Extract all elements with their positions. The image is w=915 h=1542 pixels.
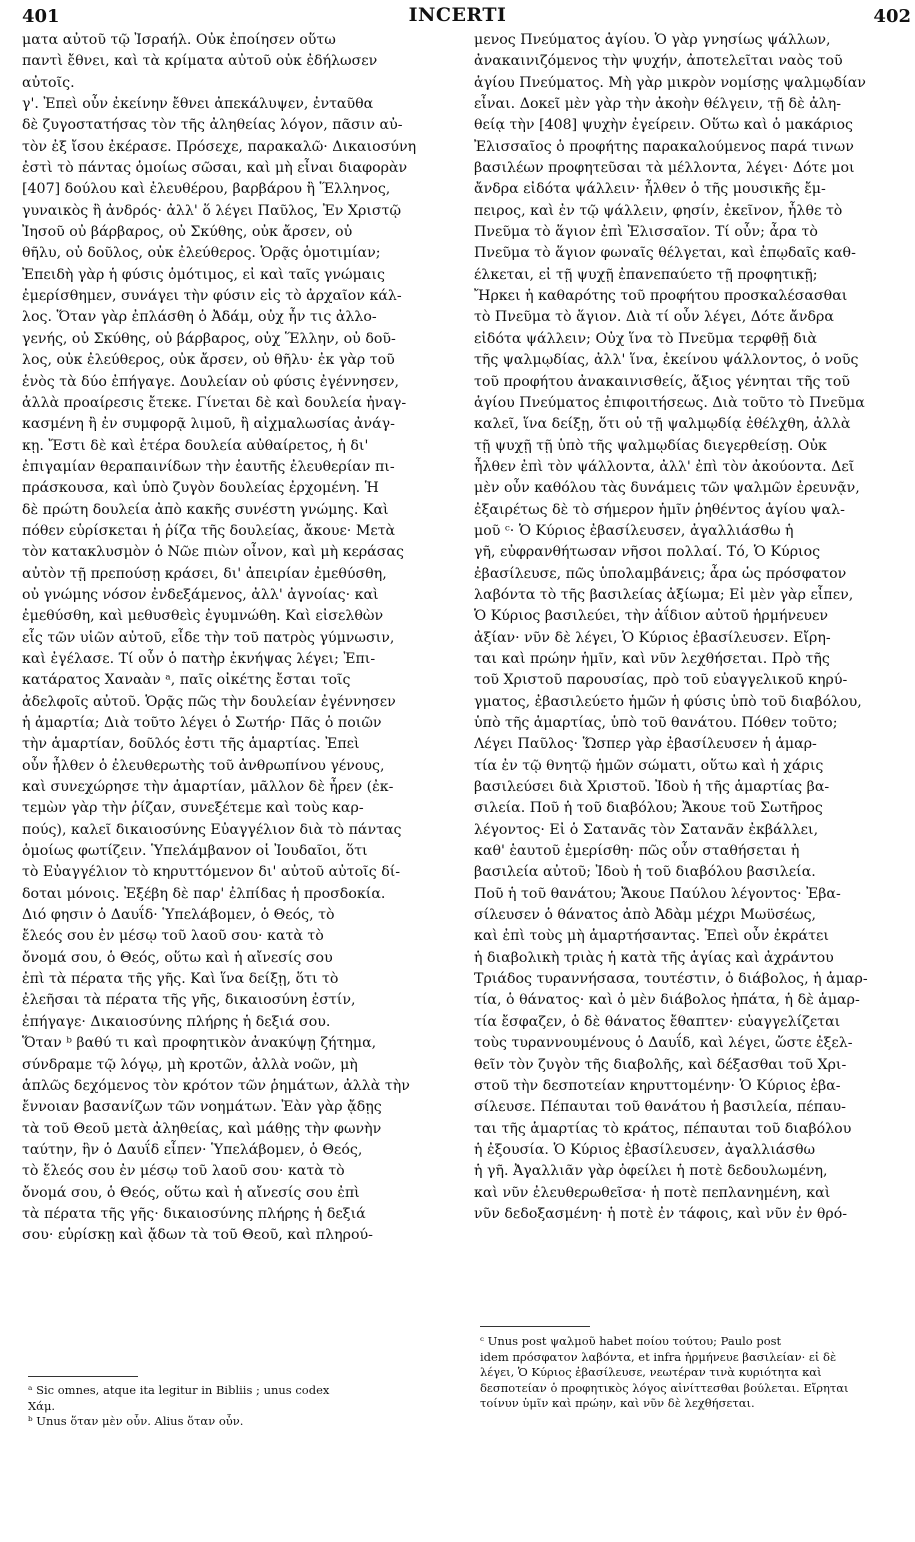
text-line: αὐτὸν τῇ πρεπούσῃ κράσει, δι' ἀπειρίαν ἐμεθύσθη, <box>22 565 387 582</box>
text-line: τὸν κατακλυσμὸν ὁ Νῶε πιὼν οἶνον, καὶ μὴ κεράσας <box>22 544 404 561</box>
text-line: μὲν οὖν καθόλου τὰς δυνάμεις τῶν ψαλμῶν ἐρευνᾷν, <box>474 480 860 497</box>
text-line: γυναικὸς ἢ ἀνδρός· ἀλλ' ὅ λέγει Παῦλος, Ἐν Χριστῷ <box>22 202 402 219</box>
text-line: εἰδότα ψάλλειν; Οὐχ ἵνα τὸ Πνεῦμα τερφθῇ διὰ <box>474 330 817 347</box>
text-line: καθ' ἑαυτοῦ ἐμερίσθη· πῶς οὖν σταθήσεται ἡ <box>474 843 800 860</box>
text-line: ἡ γῆ. Ἀγαλλιᾶν γὰρ ὀφείλει ἡ ποτὲ δεδουλωμένη, <box>474 1163 828 1180</box>
text-line: σιλεία. Ποῦ ἡ τοῦ διαβόλου; Ἄκουε τοῦ Σωτῆρος <box>474 800 823 817</box>
text-line: Διό φησιν ὁ Δαυΐδ· Ὑπελάβομεν, ὁ Θεός, τὸ <box>22 907 335 924</box>
text-line: λέγοντος· Εἰ ὁ Σατανᾶς τὸν Σατανᾶν ἐκβάλλει, <box>474 821 819 838</box>
text-line: Πνεῦμα τὸ ἅγιον φωναῖς θέλγεται, καὶ ἐπῳδαῖς καθ- <box>474 245 856 262</box>
text-line: κασμένη ἢ ἐν συμφορᾷ λιμοῦ, ἢ αἰχμαλωσίας ἀνάγ- <box>22 416 395 433</box>
text-line: καὶ συνεχώρησε τὴν ἁμαρτίαν, μᾶλλον δὲ ἦρεν (ἐκ- <box>22 779 394 796</box>
text-line: τὰ πέρατα τῆς γῆς· δικαιοσύνης πλήρης ἡ δεξιά <box>22 1205 366 1222</box>
footnote-line: idem πρόσφατον λαβόντα, et infra ἡρμήνευε βασιλείαν· εἰ δὲ <box>480 1349 837 1364</box>
text-line: βασιλέων προφητεῦσαι τὰ μέλλοντα, λέγει· Δότε μοι <box>474 160 855 177</box>
text-line: ἀλλὰ προαίρεσις ἔτεκε. Γίνεται δὲ καὶ δουλεία ἠναγ- <box>22 394 407 411</box>
right-text-column <box>474 30 911 1225</box>
text-line: καὶ ἐγέλασε. Τί οὖν ὁ πατὴρ ἐκνήψας λέγει; Ἐπι- <box>22 650 376 667</box>
footnote-line: λέγει, Ὁ Κύριος ἐβασίλευσε, νεωτέραν τινὰ κυριότητα καὶ <box>480 1365 822 1379</box>
text-line: Τριάδος τυραννήσασα, τουτέστιν, ὁ διάβολος, ἡ ἁμαρ- <box>474 971 868 988</box>
text-line: Ἤρκει ἡ καθαρότης τοῦ προφήτου προσκαλέσασθαι <box>474 288 848 305</box>
text-line: ὄνομά σου, ὁ Θεός, οὕτω καὶ ἡ αἴνεσίς σου ἐπὶ <box>22 1184 360 1201</box>
text-line: δὲ ζυγοστατήσας τὸν τῆς ἀληθείας λόγον, πᾶσιν αὐ- <box>22 117 403 134</box>
text-line: Ὅταν ᵇ βαθύ τι καὶ προφητικὸν ἀνακύψῃ ζήτημα, <box>22 1035 377 1052</box>
text-line: ἄνδρα εἰδότα ψάλλειν· ἦλθεν ὁ τῆς μουσικῆς ἔμ- <box>474 181 826 198</box>
text-line: καλεῖ, ἵνα δείξῃ, ὅτι οὐ τῇ ψαλμῳδίᾳ ἐθέλχθη, ἀλλὰ <box>474 416 851 433</box>
text-line: τὰ τοῦ Θεοῦ μετὰ ἀληθείας, καὶ μάθῃς τὴν φωνὴν <box>22 1120 382 1137</box>
text-line: οὐ γνώμης νόσον ἐνδεξάμενος, ἀλλ' ἀγνοίας· καὶ <box>22 586 379 603</box>
text-line: ἐξαιρέτως δὲ τὸ σήμερον ἡμῖν ῥηθέντος ἁγίου ψαλ- <box>474 501 845 518</box>
left-text-column <box>22 30 442 1247</box>
text-line: τῆς ψαλμῳδίας, ἀλλ' ἵνα, ἐκείνου ψάλλοντος, ὁ νοῦς <box>474 352 859 369</box>
text-line: ὁμοίως φωτίζειν. Ὑπελάμβανον οἱ Ἰουδαῖοι, ὅτι <box>22 843 368 860</box>
text-line: γῆ, εὐφρανθήτωσαν νῆσοι πολλαί. Τό, Ὁ Κύριος <box>474 544 821 561</box>
text-line: γ'. Ἐπεὶ οὖν ἐκείνην ἔθνει ἀπεκάλυψεν, ἐνταῦθα <box>22 96 374 113</box>
text-line: λαβόντα τὸ τῆς βασιλείας ἀξίωμα; Εἰ μὲν γὰρ εἶπεν, <box>474 586 854 603</box>
text-line: ἑνὸς τὰ δύο ἐπήγαγε. Δουλείαν οὐ φύσις ἐγέννησεν, <box>22 373 400 390</box>
footnote-line: ᵃ Sic omnes, atque ita legitur in Bibliis ; unus codex <box>28 1383 330 1397</box>
footnote-line: ᵇ Unus ὅταν μὲν οὖν. Alius ὅταν οὖν. <box>28 1414 244 1428</box>
text-line: τοῦ προφήτου ἀνακαινισθείς, ἄξιος γένηται τῆς τοῦ <box>474 373 851 390</box>
running-title: INCERTI <box>408 4 507 26</box>
text-line: ἁγίου Πνεύματος ἐπιφοιτήσεως. Διὰ τοῦτο τὸ Πνεῦμα <box>474 394 865 411</box>
page-header <box>0 2 915 28</box>
footnote-line: δεσποτείαν ὁ προφητικὸς λόγος αἰνίττεσθαι βούλεται. Εἴρηται <box>480 1380 849 1395</box>
text-line: αὐτοῖς. <box>22 74 75 91</box>
text-line: οὖν ἦλθεν ὁ ἐλευθερωτὴς τοῦ ἀνθρωπίνου γένους, <box>22 757 385 774</box>
text-line: τία ἐν τῷ θνητῷ ἡμῶν σώματι, οὕτω καὶ ἡ χάρις <box>474 757 824 774</box>
text-line: σου· εὑρίσκῃ καὶ ᾄδων τὰ τοῦ Θεοῦ, καὶ πληρού- <box>22 1227 373 1244</box>
text-line: ἦλθεν ἐπὶ τὸν ψάλλοντα, ἀλλ' ἐπὶ τὸν ἀκούοντα. Δεῖ <box>474 458 855 475</box>
text-line: ἡ διαβολικὴ τριὰς ἡ κατὰ τῆς ἁγίας καὶ ἀχράντου <box>474 949 834 966</box>
footnote-rule-left <box>28 1376 138 1377</box>
text-line: ταύτην, ἣν ὁ Δαυΐδ εἶπεν· Ὑπελάβομεν, ὁ Θεός, <box>22 1141 363 1158</box>
text-line: μοῦ ᶜ· Ὁ Κύριος ἐβασίλευσεν, ἀγαλλιάσθω ἡ <box>474 522 794 539</box>
text-line: ἐμεθύσθη, καὶ μεθυσθεὶς ἐγυμνώθη. Καὶ εἰσελθὼν <box>22 608 384 625</box>
text-line: θῆλυ, οὐ δοῦλος, οὐκ ἐλεύθερος. Ὁρᾷς ὁμοτιμίαν; <box>22 245 381 262</box>
text-line: τὸν ἐξ ἴσου ἐκέρασε. Πρόσεχε, παρακαλῶ· Δικαιοσύνη <box>22 138 417 155</box>
text-line: Λέγει Παῦλος· Ὥσπερ γὰρ ἐβασίλευσεν ἡ ἁμαρ- <box>474 736 817 753</box>
text-line: Ἰησοῦ οὐ βάρβαρος, οὐ Σκύθης, οὐκ ἄρσεν, οὐ <box>22 224 353 241</box>
footnote-line: ᶜ Unus post ψαλμοῦ habet ποίου τούτου; Paulo post <box>480 1334 782 1348</box>
text-line: Ὁ Κύριος βασιλεύει, τὴν ἀΐδιον αὐτοῦ ἡρμήνευεν <box>474 608 829 625</box>
text-line: μενος Πνεύματος ἁγίου. Ὁ γὰρ γνησίως ψάλλων, <box>474 32 831 48</box>
text-line: στοῦ τὴν δεσποτείαν κηρυττομένην· Ὁ Κύριος ἐβα- <box>474 1077 841 1094</box>
text-line: σίλευσεν ὁ θάνατος ἀπὸ Ἀδὰμ μέχρι Μωϋσέως, <box>474 907 817 924</box>
text-line: ἐπὶ τὰ πέρατα τῆς γῆς. Καὶ ἵνα δείξῃ, ὅτι τὸ <box>22 971 339 988</box>
text-line: έλκεται, εἰ τῇ ψυχῇ ἐπανεπαύετο τῇ προφητικῇ; <box>474 266 818 283</box>
text-line: παντὶ ἔθνει, καὶ τὰ κρίματα αὐτοῦ οὐκ ἐδήλωσεν <box>22 53 378 70</box>
text-line: τὸ Πνεῦμα τὸ ἅγιον. Διὰ τί οὖν λέγει, Δότε ἄνδρα <box>474 309 834 326</box>
page-number-left: 401 <box>22 6 60 27</box>
text-line: κῃ. Ἔστι δὲ καὶ ἑτέρα δουλεία αὐθαίρετος, ἡ δι' <box>22 437 369 454</box>
page-number-right: 402 <box>873 6 911 27</box>
text-line: ἐπιγαμίαν θεραπαινίδων τὴν ἑαυτῆς ἐλευθερίαν πι- <box>22 458 395 475</box>
text-line: δοται μόνοις. Ἐξέβη δὲ παρ' ἐλπίδας ἡ προσδοκία. <box>22 885 386 902</box>
text-line: τία ἔσφαζεν, ὁ δὲ θάνατος ἔθαπτεν· εὐαγγελίζεται <box>474 1013 841 1030</box>
text-line: ἀδελφοῖς αὐτοῦ. Ὁρᾷς πῶς τὴν δουλείαν ἐγέννησεν <box>22 693 396 710</box>
text-line: Ἐλισσαῖος ὁ προφήτης παρακαλούμενος παρά τινων <box>474 138 854 155</box>
text-line: ἐπήγαγε· Δικαιοσύνης πλήρης ἡ δεξιά σου. <box>22 1013 331 1030</box>
text-line: Ποῦ ἡ τοῦ θανάτου; Ἄκουε Παύλου λέγοντος· Ἐβα- <box>474 885 841 902</box>
text-line: εἶναι. Δοκεῖ μὲν γὰρ τὴν ἀκοὴν θέλγειν, τῇ δὲ ἀλη- <box>474 96 842 113</box>
text-line: ται τῆς ἁμαρτίας τὸ κράτος, πέπαυται τοῦ διαβόλου <box>474 1120 852 1137</box>
text-line: νῦν δεδοξασμένη· ἡ ποτὲ ἐν τάφοις, καὶ νῦν ἐν θρό- <box>474 1205 848 1222</box>
text-line: ἔλεός σου ἐν μέσῳ τοῦ λαοῦ σου· κατὰ τὸ <box>22 928 324 945</box>
text-line: κατάρατος Χαναὰν ᵃ, παῖς οἰκέτης ἔσται τοῖς <box>22 672 351 689</box>
text-line: πειρος, καὶ ἐν τῷ ψάλλειν, φησίν, ἐκεῖνον, ἦλθε τὸ <box>474 202 843 219</box>
text-line: ὄνομά σου, ὁ Θεός, οὕτω καὶ ἡ αἴνεσίς σου <box>22 949 333 966</box>
text-line: ὑπὸ τῆς ἁμαρτίας, ὑπὸ τοῦ θανάτου. Πόθεν τοῦτο; <box>474 715 838 731</box>
text-line: πόθεν εὑρίσκεται ἡ ῥίζα τῆς δουλείας, ἄκουε· Μετὰ <box>22 522 396 539</box>
text-line: τὸ Εὐαγγέλιον τὸ κηρυττόμενον δι' αὐτοῦ αὐτοῖς δί- <box>22 864 401 881</box>
text-line: ἀξίαν· νῦν δὲ λέγει, Ὁ Κύριος ἐβασίλευσεν. Εἴρη- <box>474 629 831 646</box>
text-line: Πνεῦμα τὸ ἅγιον ἐπὶ Ἐλισσαῖον. Τί οὖν; ἆρα τὸ <box>474 224 818 241</box>
text-line: ἀνακαινιζόμενος τὴν ψυχήν, ἀποτελεῖται ναὸς τοῦ <box>474 53 843 70</box>
text-line: ἐμερίσθημεν, συνάγει τὴν φύσιν εἰς τὸ ἀρχαῖον κάλ- <box>22 288 402 305</box>
text-line: γματος, ἐβασιλεύετο ἡμῶν ἡ φύσις ὑπὸ τοῦ διαβόλου, <box>474 693 862 710</box>
text-line: τοὺς τυραννουμένους ὁ Δαυΐδ, καὶ λέγει, ὥστε ἐξελ- <box>474 1035 853 1052</box>
footnote-line: τοίνυν ὑμῖν καὶ πρώην, καὶ νῦν δὲ λεχθήσεται. <box>480 1396 755 1410</box>
text-line: Ἐπειδὴ γὰρ ἡ φύσις ὁμότιμος, εἰ καὶ ταῖς γνώμαις <box>22 266 385 283</box>
footnotes-right <box>480 1334 911 1412</box>
footnote-rule-right <box>480 1326 590 1327</box>
text-line: ἡ ἁμαρτία; Διὰ τοῦτο λέγει ὁ Σωτήρ· Πᾶς ὁ ποιῶν <box>22 715 382 731</box>
text-line: τὸ ἔλεός σου ἐν μέσῳ τοῦ λαοῦ σου· κατὰ τὸ <box>22 1163 345 1180</box>
text-line: λος, οὐκ ἐλεύθερος, οὐκ ἄρσεν, οὐ θῆλυ· ἐκ γὰρ τοῦ <box>22 352 395 369</box>
text-line: ἁγίου Πνεύματος. Μὴ γὰρ μικρὸν νομίσῃς ψαλμῳδίαν <box>474 74 866 91</box>
text-line: τὴν ἁμαρτίαν, δοῦλός ἐστι τῆς ἁμαρτίας. Ἐπεὶ <box>22 736 360 753</box>
text-line: τία, ὁ θάνατος· καὶ ὁ μὲν διάβολος ἠπάτα, ἡ δὲ ἁμαρ- <box>474 992 860 1009</box>
text-line: τοῦ Χριστοῦ παρουσίας, πρὸ τοῦ εὐαγγελικοῦ κηρύ- <box>474 672 848 689</box>
text-line: καὶ ἐπὶ τοὺς μὴ ἁμαρτήσαντας. Ἐπεὶ οὖν ἐκράτει <box>474 928 829 945</box>
text-line: πούς), καλεῖ δικαιοσύνης Εὐαγγέλιον διὰ τὸ πάντας <box>22 821 402 838</box>
text-line: ἔννοιαν βασανίζων τῶν νοημάτων. Ἐὰν γὰρ ᾄδῃς <box>22 1099 382 1116</box>
text-line: θεῖν τὸν ζυγὸν τῆς διαβολῆς, καὶ δέξασθαι τοῦ Χρι- <box>474 1056 847 1073</box>
text-line: θείᾳ τὴν [408] ψυχὴν ἐγείρειν. Οὕτω καὶ ὁ μακάριος <box>474 117 853 134</box>
text-line: σύνδραμε τῷ λόγῳ, μὴ κροτῶν, ἀλλὰ νοῶν, μὴ <box>22 1056 358 1073</box>
text-line: λος. Ὅταν γὰρ ἐπλάσθη ὁ Ἀδάμ, οὐχ ἦν τις ἀλλο- <box>22 309 377 326</box>
text-line: ἐβασίλευσε, πῶς ὑπολαμβάνεις; ἆρα ὡς πρόσφατον <box>474 565 847 582</box>
text-line: πράσκουσα, καὶ ὑπὸ ζυγὸν δουλείας ἐρχομένη. Ἡ <box>22 480 379 497</box>
text-line: βασιλεύσει διὰ Χριστοῦ. Ἰδοὺ ἡ τῆς ἁμαρτίας βα- <box>474 779 830 796</box>
footnotes-left <box>28 1383 438 1430</box>
text-line: σίλευσε. Πέπαυται τοῦ θανάτου ἡ βασιλεία, πέπαυ- <box>474 1099 846 1116</box>
text-line: τεμὼν γὰρ τὴν ῥίζαν, συνεξέτεμε καὶ τοὺς καρ- <box>22 800 364 817</box>
text-line: ἐστὶ τὸ πάντας ὁμοίως σῶσαι, καὶ μὴ εἶναι διαφορὰν <box>22 160 408 177</box>
text-line: ματα αὐτοῦ τῷ Ἰσραήλ. Οὐκ ἐποίησεν οὕτω <box>22 32 336 48</box>
text-line: γενής, οὐ Σκύθης, οὐ βάρβαρος, οὐχ Ἕλλην, οὐ δοῦ- <box>22 330 396 347</box>
text-line: δὲ πρώτη δουλεία ἀπὸ κακῆς συνέστη γνώμης. Καὶ <box>22 501 389 518</box>
text-line: καὶ νῦν ἐλευθερωθεῖσα· ἡ ποτὲ πεπλανημένη, καὶ <box>474 1184 831 1201</box>
text-line: ται καὶ πρώην ἡμῖν, καὶ νῦν λεχθήσεται. Πρὸ τῆς <box>474 650 830 667</box>
text-line: τῇ ψυχῇ τῇ ὑπὸ τῆς ψαλμῳδίας διεγερθείσῃ. Οὐκ <box>474 437 827 454</box>
text-line: βασιλεία αὐτοῦ; Ἰδοὺ ἡ τοῦ διαβόλου βασιλεία. <box>474 864 816 881</box>
text-line: [407] δούλου καὶ ἐλευθέρου, βαρβάρου ἢ Ἕλληνος, <box>22 181 391 198</box>
text-line: εἷς τῶν υἱῶν αὐτοῦ, εἶδε τὴν τοῦ πατρὸς γύμνωσιν, <box>22 629 395 646</box>
footnote-line: Χάμ. <box>28 1398 56 1413</box>
text-line: ἁπλῶς δεχόμενος τὸν κρότον τῶν ῥημάτων, ἀλλὰ τὴν <box>22 1077 410 1094</box>
text-line: ἐλεῆσαι τὰ πέρατα τῆς γῆς, δικαιοσύνη ἐστίν, <box>22 992 356 1009</box>
text-line: ἡ ἐξουσία. Ὁ Κύριος ἐβασίλευσεν, ἀγαλλιάσθω <box>474 1141 816 1158</box>
